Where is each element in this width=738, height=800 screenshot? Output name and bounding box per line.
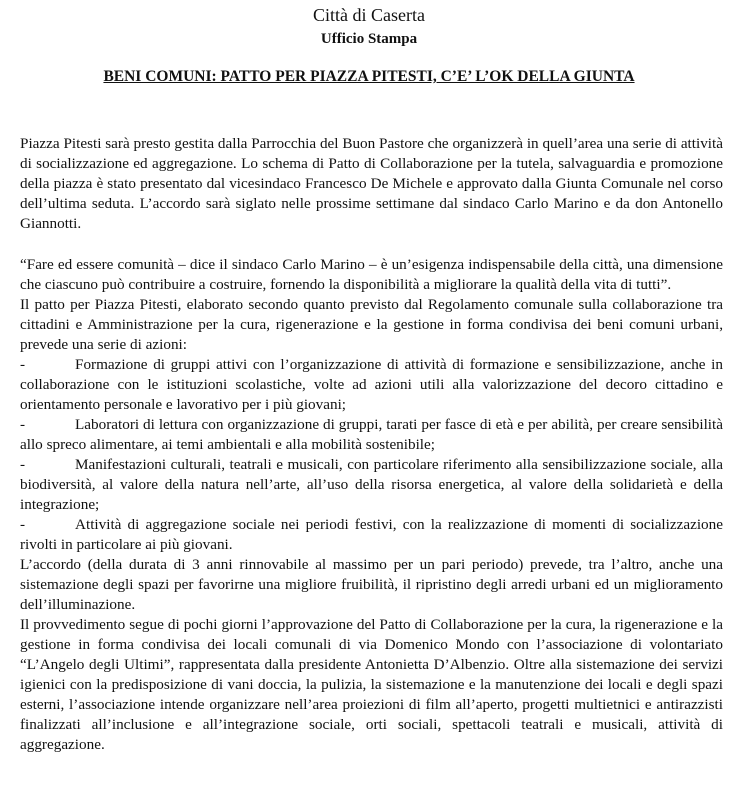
headline: BENI COMUNI: PATTO PER PIAZZA PITESTI, C’E’ L’OK DELLA GIUNTA [103, 68, 635, 85]
list-dash: - [20, 356, 26, 373]
list-item [20, 515, 723, 555]
list-item-text: Manifestazioni culturali, teatrali e musicali, con particolare riferimento alla sensibilizzazione sociale, alla biodiversità, al valore della natura nell’arte, all’uso della risorsa energetica, al valore della solidarietà e della integrazione; [20, 456, 723, 513]
list-dash: - [20, 516, 26, 533]
measure-paragraph: Il provvedimento segue di pochi giorni l’approvazione del Patto di Collaborazione per la cura, la rigenerazione e la gestione in forma condivisa dei locali comunali di via Domenico Mondo con l’associazione di volontariato “L’Angelo degli Ultimi”, rappresentata dalla presidente Antonietta D’Albenzio. Oltre alla sistemazione dei servizi igienici con la predisposizione di vani doccia, la pulizia, la sistemazione e la manutenzione dei locali e degli spazi esterni, l’associazione intende organizzare nell’area proiezioni di film all’aperto, progetti multietnici e antirazzisti finalizzati all’inclusione e all’integrazione sociale, orti sociali, spettacoli teatrali e musicali, attività di aggregazione. [20, 616, 723, 753]
actions-list [20, 355, 723, 555]
list-item [20, 355, 723, 415]
list-dash: - [20, 416, 26, 433]
intro-paragraph: Piazza Pitesti sarà presto gestita dalla Parrocchia del Buon Pastore che organizzerà in quell’area una serie di attività di socializzazione ed aggregazione. Lo schema di Patto di Collaborazione per la tutela, salvaguardia e promozione della piazza è stato presentato dal vicesindaco Francesco De Michele e approvato dalla Giunta Comunale nel corso dell’ultima seduta. L’accordo sarà siglato nelle prossime settimane dal sindaco Carlo Marino e da don Antonello Giannotti. [20, 135, 723, 232]
city-name: Città di Caserta [313, 5, 425, 25]
list-item-text: Laboratori di lettura con organizzazione di gruppi, tarati per fasce di età e per abilità, per creare sensibilità allo spreco alimentare, ai temi ambientali e alla mobilità sostenibile; [20, 416, 723, 453]
pact-paragraph: Il patto per Piazza Pitesti, elaborato secondo quanto previsto dal Regolamento comunale sulla collaborazione tra cittadini e Amministrazione per la cura, rigenerazione e la gestione in forma condivisa dei beni comuni urbani, prevede una serie di azioni: [20, 296, 723, 353]
quote-paragraph: “Fare ed essere comunità – dice il sindaco Carlo Marino – è un’esigenza indispensabile della città, una dimensione che ciascuno può contribuire a costruire, fornendo la disponibilità a migliorare la qualità della vita di tutti”. [20, 256, 723, 293]
office-name: Ufficio Stampa [320, 31, 418, 47]
list-item-text: Formazione di gruppi attivi con l’organizzazione di attività di formazione e sensibilizzazione, anche in collaborazione con le istituzioni scolastiche, volte ad azioni utili alla valorizzazione del decoro cittadino e orientamento personale e lavorativo per i più giovani; [20, 356, 723, 413]
list-item [20, 455, 723, 515]
list-dash: - [20, 456, 26, 473]
agreement-paragraph: L’accordo (della durata di 3 anni rinnovabile al massimo per un pari periodo) prevede, tra l’altro, anche una sistemazione degli spazi per favorirne una migliore fruibilità, il ripristino degli arredi urbani ed un miglioramento dell’illuminazione. [20, 556, 723, 613]
list-item-text: Attività di aggregazione sociale nei periodi festivi, con la realizzazione di momenti di socializzazione rivolti in particolare ai più giovani. [20, 516, 723, 553]
list-item [20, 415, 723, 455]
article-body [20, 134, 723, 755]
